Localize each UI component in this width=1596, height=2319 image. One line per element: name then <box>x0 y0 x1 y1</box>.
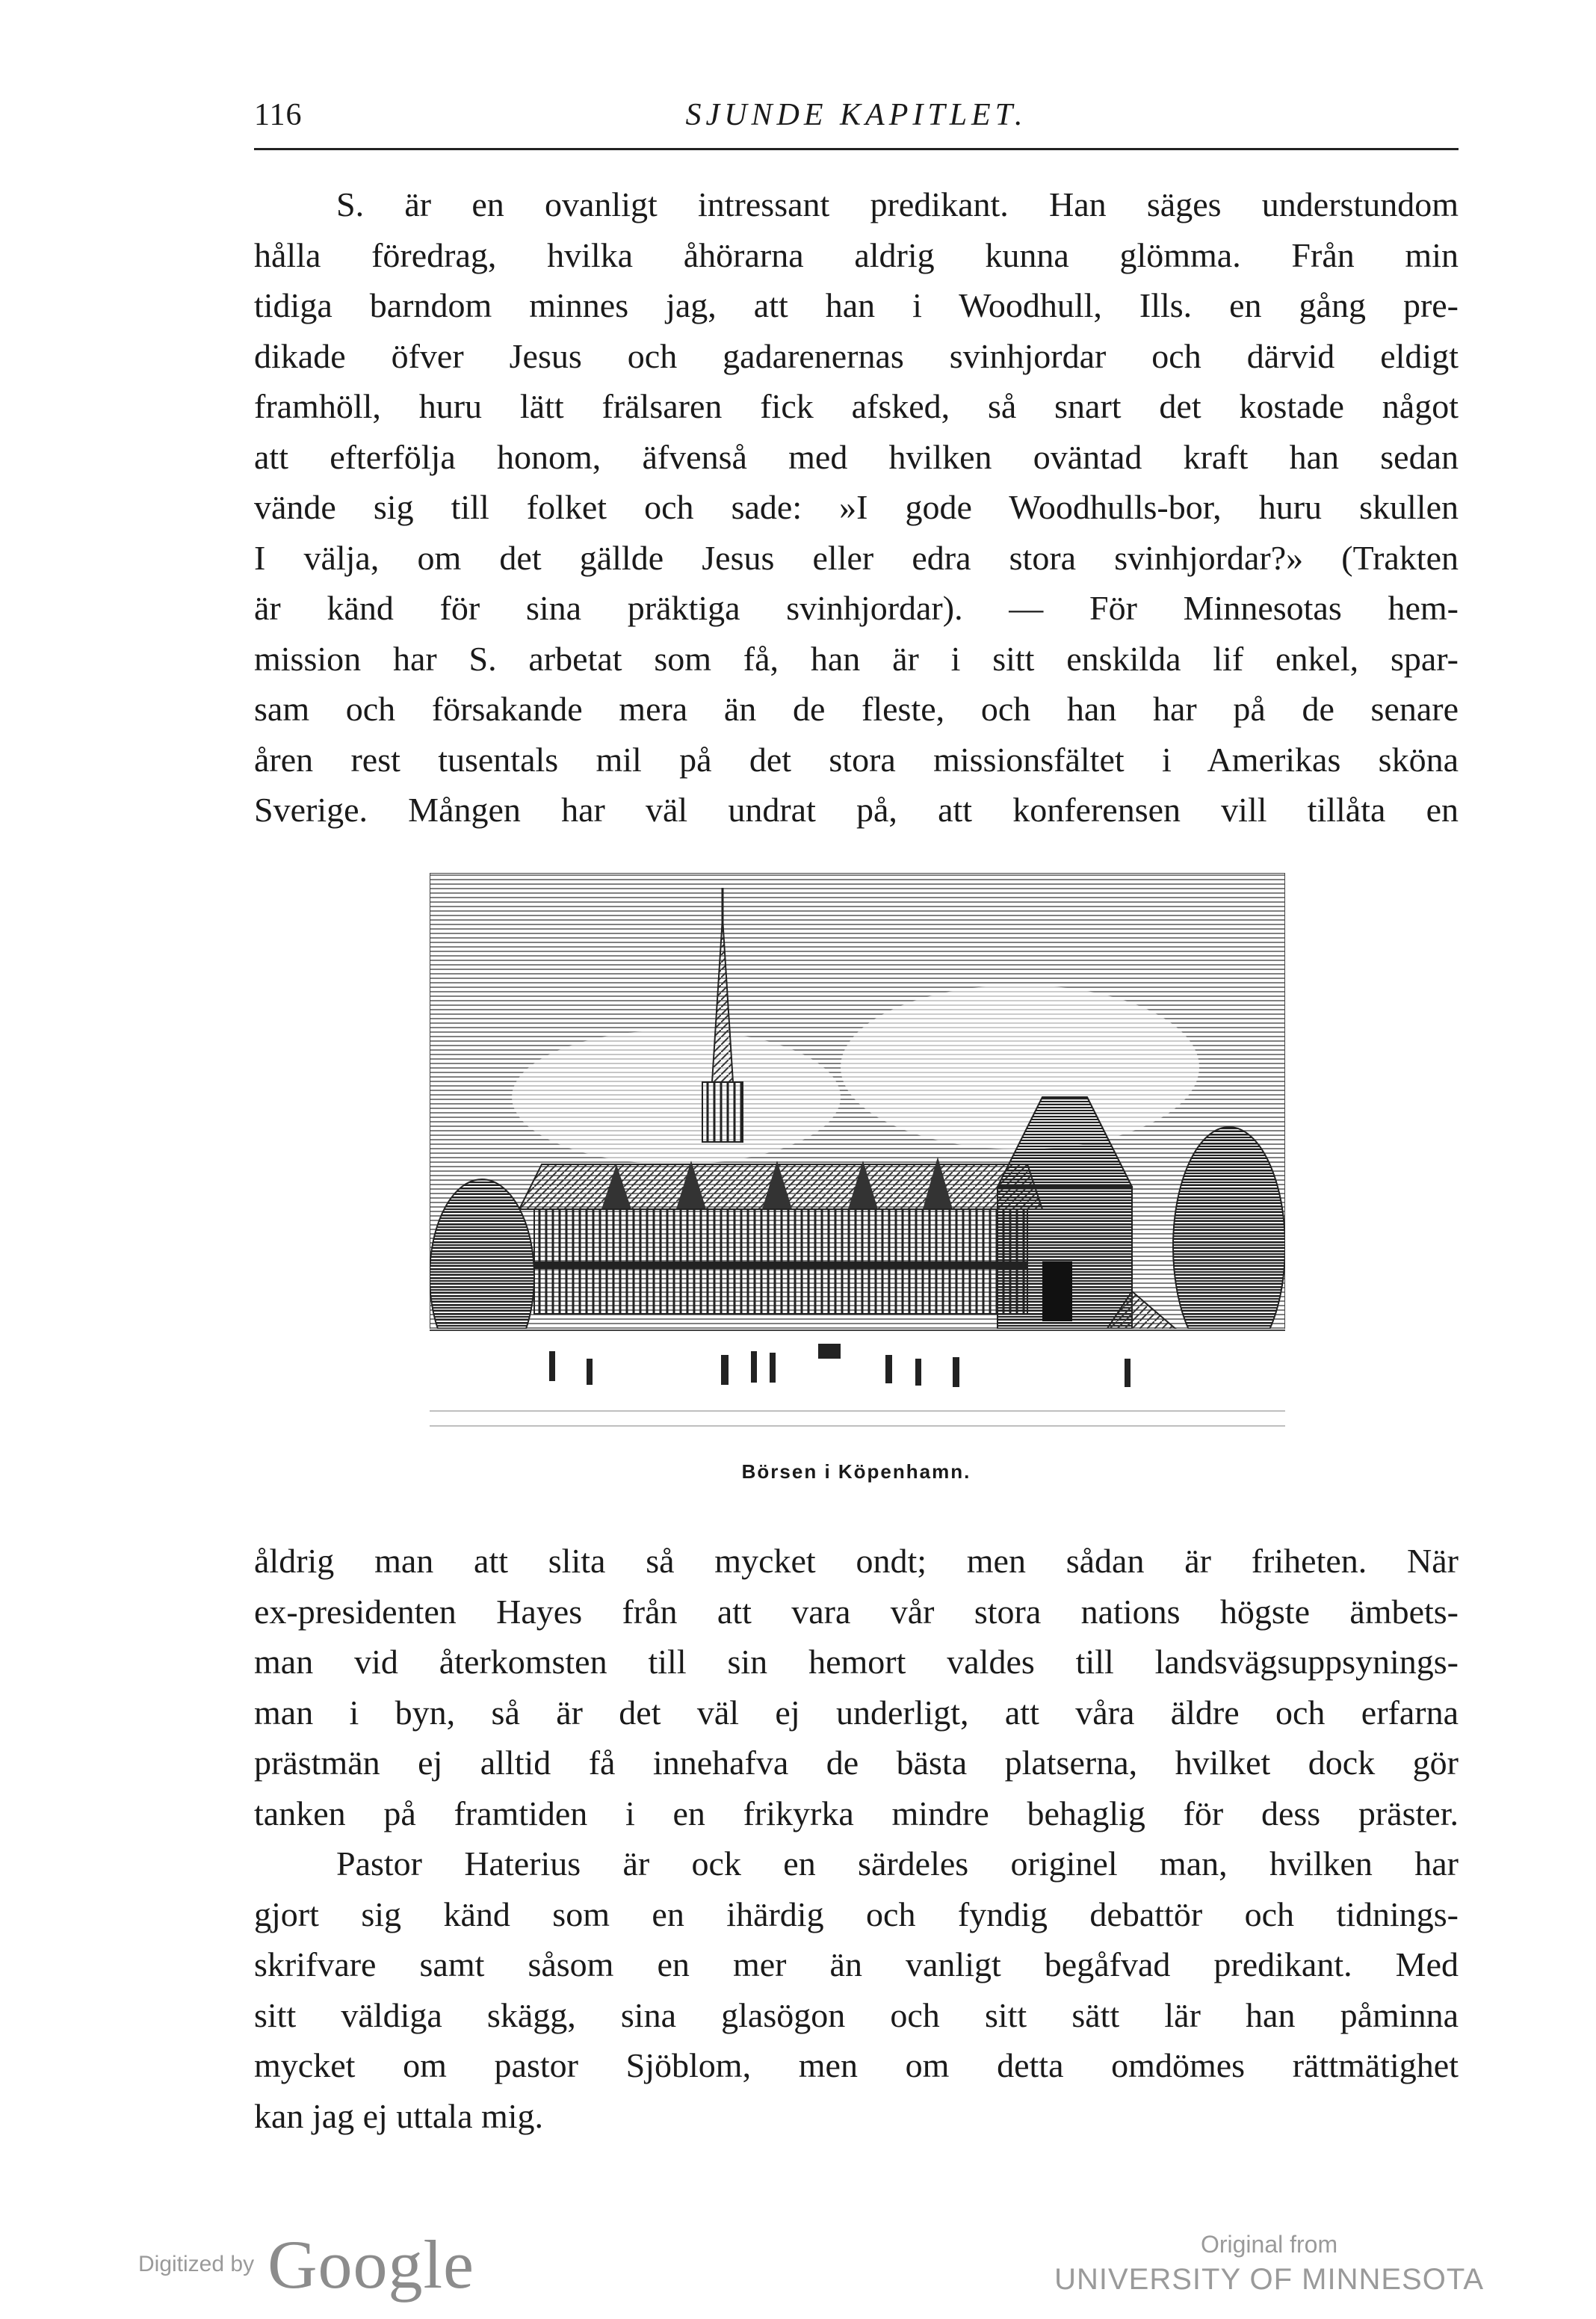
engraving-illustration <box>430 873 1285 1433</box>
text-line: hålla föredrag, hvilka åhörarna aldrig kunna glömma. Från min <box>254 235 1459 274</box>
text-line: ex-presidenten Hayes från att vara vår stora nations högste ämbets- <box>254 1592 1459 1631</box>
text-line: att efterfölja honom, äfvenså med hvilken oväntad kraft han sedan <box>254 437 1459 476</box>
university-name: UNIVERSITY OF MINNESOTA <box>1054 2263 1484 2296</box>
text-line: åren rest tusentals mil på det stora missionsfältet i Amerikas sköna <box>254 740 1459 779</box>
text-line: Pastor Haterius är ock en särdeles originel man, hvilken har <box>336 1844 1459 1883</box>
text-line: är känd för sina präktiga svinhjordar). — För Minnesotas hem- <box>254 589 1459 627</box>
digitized-by-label: Digitized by <box>138 2252 255 2276</box>
text-line: mission har S. arbetat som få, han är i sitt enskilda lif enkel, spar- <box>254 639 1459 678</box>
running-header <box>254 96 1459 150</box>
original-from-label: Original from <box>1200 2231 1338 2258</box>
text-line: sitt väldiga skägg, sina glasögon och sitt sätt lär han påminna <box>254 1995 1459 2034</box>
text-line: prästmän ej alltid få innehafva de bästa platserna, hvilket dock gör <box>254 1744 1459 1782</box>
chapter-title: SJUNDE KAPITLET. <box>685 98 1027 132</box>
text-line: tanken på framtiden i en frikyrka mindre behaglig för dess präster. <box>254 1794 1459 1832</box>
text-line: kan jag ej uttala mig. <box>254 2096 544 2135</box>
text-line: dikade öfver Jesus och gadarenernas svinhjordar och därvid eldigt <box>254 336 1459 375</box>
text-line: vände sig till folket och sade: »I gode Woodhulls-bor, huru skullen <box>254 488 1459 526</box>
text-line: skrifvare samt såsom en mer än vanligt begåfvad predikant. Med <box>254 1945 1459 1983</box>
borsen-engraving <box>430 873 1285 1433</box>
text-line: Sverige. Mången har väl undrat på, att konferensen vill tillåta en <box>254 791 1459 829</box>
google-logo: Google <box>267 2226 474 2303</box>
source-attribution <box>1054 2231 1484 2297</box>
text-line: I välja, om det gällde Jesus eller edra stora svinhjordar?» (Trakten <box>254 538 1459 577</box>
text-line: mycket om pastor Sjöblom, men om detta omdömes rättmätighet <box>254 2046 1459 2084</box>
text-line: man i byn, så är det väl ej underligt, att våra äldre och erfarna <box>254 1693 1459 1732</box>
page-number: 116 <box>254 98 303 132</box>
text-line: gjort sig känd som en ihärdig och fyndig debattör och tidnings- <box>254 1895 1459 1933</box>
text-line: åldrig man att slita så mycket ondt; men sådan är friheten. När <box>254 1542 1459 1580</box>
text-line: framhöll, huru lätt frälsaren fick afsked, så snart det kostade något <box>254 387 1459 425</box>
text-line: sam och försakande mera än de fleste, och han har på de senare <box>254 690 1459 728</box>
figure-caption: Börsen i Köpenhamn. <box>741 1460 971 1483</box>
text-line: S. är en ovanligt intressant predikant. Han säges understundom <box>336 185 1459 223</box>
digitized-watermark <box>138 2223 474 2306</box>
body-text-bottom <box>254 1536 1459 2141</box>
text-line: man vid återkomsten till sin hemort valdes till landsvägsuppsynings- <box>254 1643 1459 1681</box>
body-text-top <box>254 179 1459 836</box>
text-line: tidiga barndom minnes jag, att han i Woodhull, Ills. en gång pre- <box>254 286 1459 324</box>
